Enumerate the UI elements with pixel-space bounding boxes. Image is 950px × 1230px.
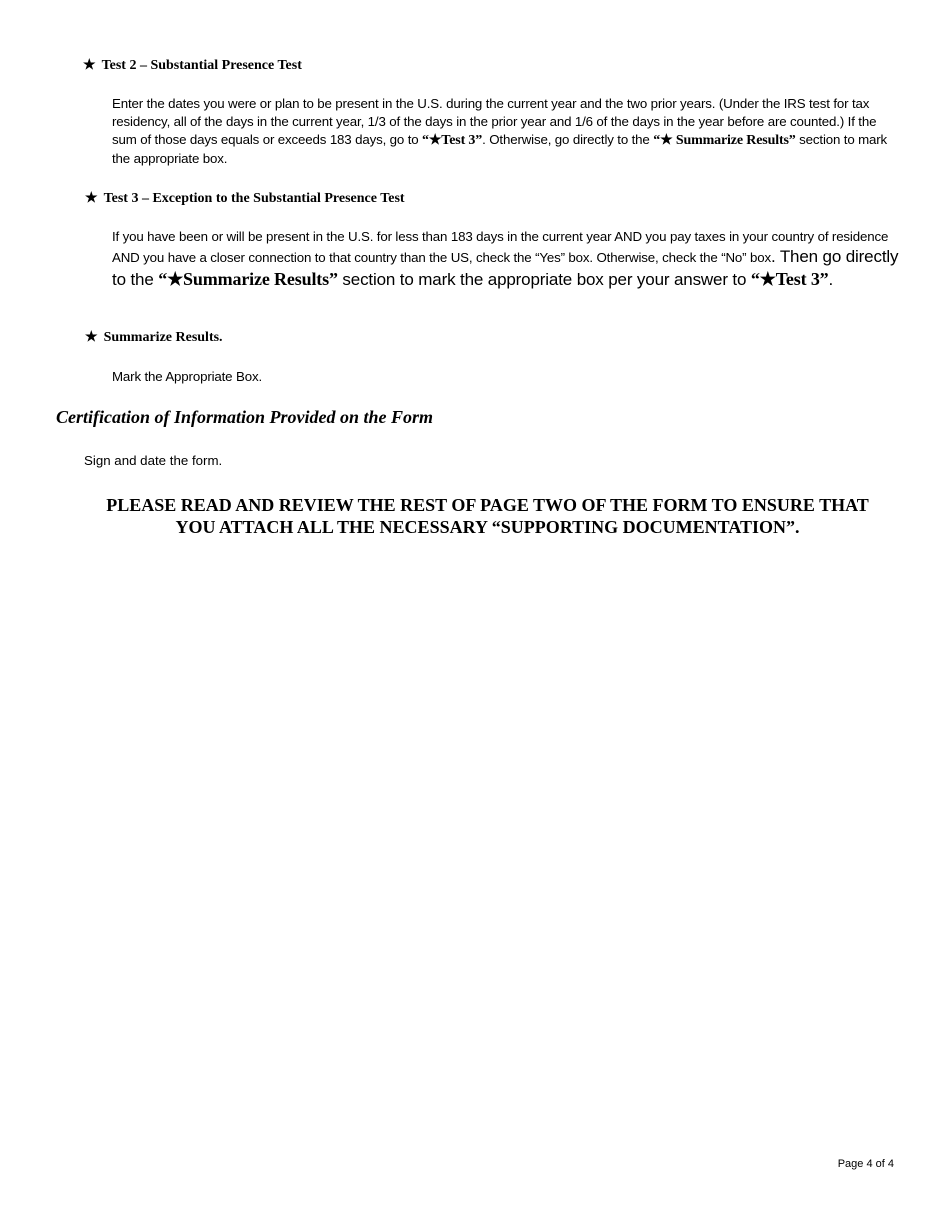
star-icon: ★ bbox=[85, 330, 98, 345]
test2-heading-text: Test 2 – Substantial Presence Test bbox=[101, 58, 302, 73]
star-icon: ★ bbox=[85, 191, 98, 206]
notice-line-2: YOU ATTACH ALL THE NECESSARY “SUPPORTING DOCUMENTATION”. bbox=[175, 517, 800, 537]
test3-text-4: . bbox=[828, 270, 834, 289]
test3-ref-summarize: “★Summarize Results” bbox=[158, 269, 338, 289]
test2-text-3: section to mark the appropriate box. bbox=[112, 132, 888, 166]
test2-text-1: Enter the dates you were or plan to be present in the U.S. during the current year and the two prior years. (Under the IRS test for tax residency, all of the days in the current year, 1/3 of the days in the prior year and 1/6 of the days in the year before are counted.) If the sum of those days equals or exceeds 183 days, go to bbox=[112, 96, 877, 147]
test2-paragraph bbox=[112, 95, 902, 168]
test3-heading-text: Test 3 – Exception to the Substantial Presence Test bbox=[103, 191, 405, 206]
certification-paragraph: Sign and date the form. bbox=[84, 453, 223, 468]
test2-ref-test3: “★Test 3” bbox=[422, 133, 483, 148]
test3-text-2: . Then go directly to the bbox=[112, 247, 899, 289]
test3-heading bbox=[85, 190, 405, 207]
page-number: Page 4 of 4 bbox=[837, 1158, 894, 1170]
summarize-heading bbox=[85, 329, 223, 346]
supporting-docs-notice bbox=[80, 494, 895, 538]
test3-ref-test3: “★Test 3” bbox=[750, 269, 829, 289]
summarize-paragraph: Mark the Appropriate Box. bbox=[112, 369, 262, 384]
test2-text-2: . Otherwise, go directly to the bbox=[482, 132, 654, 147]
test2-ref-summarize: “★ Summarize Results” bbox=[653, 133, 796, 148]
test3-text-1: If you have been or will be present in the U.S. for less than 183 days in the current year AND you pay taxes in your country of residence AND you have a closer connection to that country than the US, check the “Yes” box. Otherwise, check the “No” box bbox=[112, 229, 889, 265]
star-icon: ★ bbox=[83, 58, 96, 73]
notice-line-1: PLEASE READ AND REVIEW THE REST OF PAGE TWO OF THE FORM TO ENSURE THAT bbox=[106, 495, 869, 515]
test2-heading bbox=[83, 57, 302, 74]
certification-heading: Certification of Information Provided on the Form bbox=[56, 407, 434, 427]
test3-text-3: section to mark the appropriate box per your answer to bbox=[337, 270, 751, 289]
test3-paragraph bbox=[112, 228, 902, 291]
summarize-heading-text: Summarize Results. bbox=[103, 330, 223, 345]
